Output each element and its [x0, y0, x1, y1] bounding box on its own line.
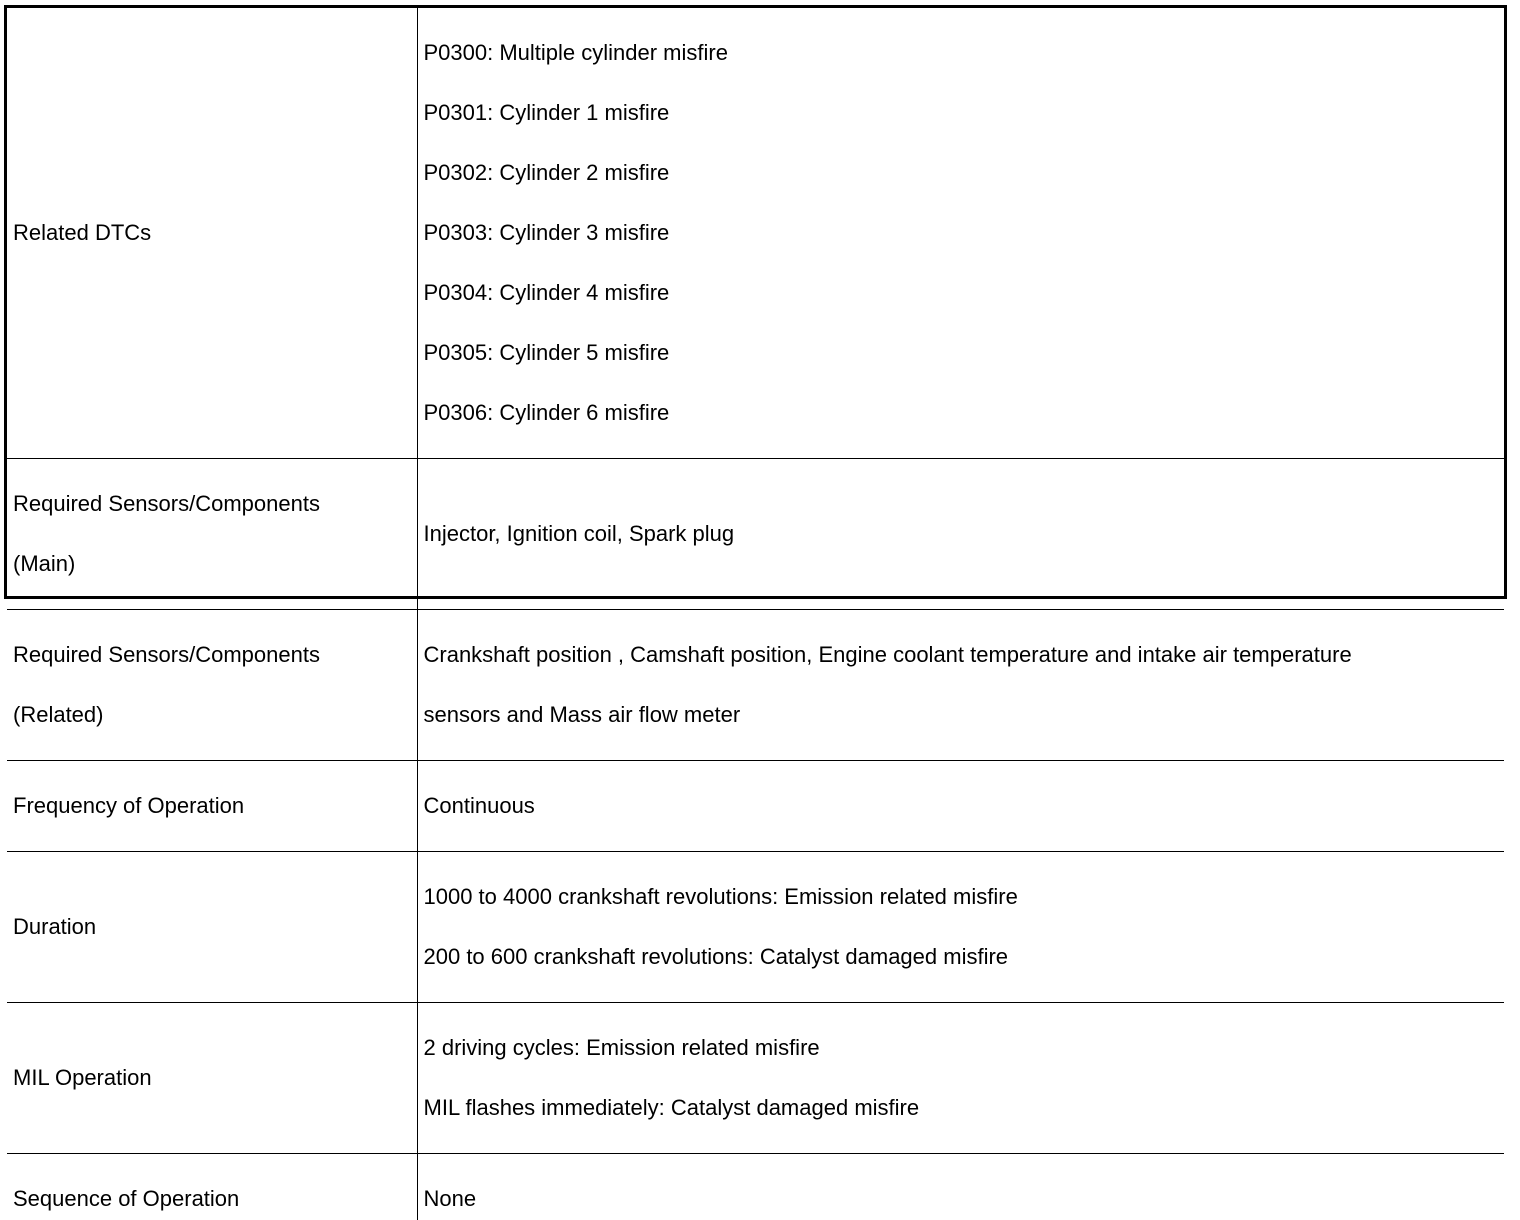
- table-row-required-related: [7, 610, 1504, 761]
- table-row-frequency: [7, 761, 1504, 852]
- row-value-sequence: [417, 1154, 1504, 1220]
- table-row-sequence: [7, 1154, 1504, 1220]
- dtc-p0300: P0300: Multiple cylinder misfire: [424, 38, 1499, 68]
- row-label-required-main-line-1: Required Sensors/Components: [13, 489, 411, 519]
- row-label-frequency: Frequency of Operation: [7, 761, 417, 852]
- row-label-duration: Duration: [7, 852, 417, 1003]
- row-label-required-main: [7, 459, 417, 610]
- row-label-required-related-line-2: (Related): [13, 700, 411, 730]
- table-row-related-dtcs: [7, 8, 1504, 459]
- row-value-duration: [417, 852, 1504, 1003]
- frequency-value: Continuous: [424, 791, 1499, 821]
- table-row-required-main: [7, 459, 1504, 610]
- row-label-related-dtcs: Related DTCs: [7, 8, 417, 459]
- dtc-p0303: P0303: Cylinder 3 misfire: [424, 218, 1499, 248]
- row-label-sequence: Sequence of Operation: [7, 1154, 417, 1220]
- duration-value-line-1: 1000 to 4000 crankshaft revolutions: Emission related misfire: [424, 882, 1499, 912]
- dtc-p0305: P0305: Cylinder 5 misfire: [424, 338, 1499, 368]
- monitor-info-table-frame: [4, 5, 1507, 599]
- row-label-required-main-line-2: (Main): [13, 549, 411, 579]
- row-label-mil-operation: MIL Operation: [7, 1003, 417, 1154]
- row-value-related-dtcs: [417, 8, 1504, 459]
- dtc-p0306: P0306: Cylinder 6 misfire: [424, 398, 1499, 428]
- dtc-p0301: P0301: Cylinder 1 misfire: [424, 98, 1499, 128]
- required-related-value-line-1: Crankshaft position , Camshaft position, Engine coolant temperature and intake air temperature: [424, 640, 1499, 670]
- row-value-frequency: [417, 761, 1504, 852]
- table-row-duration: [7, 852, 1504, 1003]
- table-row-mil-operation: [7, 1003, 1504, 1154]
- sequence-value: None: [424, 1184, 1499, 1214]
- duration-value-line-2: 200 to 600 crankshaft revolutions: Catalyst damaged misfire: [424, 942, 1499, 972]
- row-label-required-related-line-1: Required Sensors/Components: [13, 640, 411, 670]
- row-value-required-main: [417, 459, 1504, 610]
- row-value-mil-operation: [417, 1003, 1504, 1154]
- required-related-value-line-2: sensors and Mass air flow meter: [424, 700, 1499, 730]
- dtc-p0302: P0302: Cylinder 2 misfire: [424, 158, 1499, 188]
- row-value-required-related: [417, 610, 1504, 761]
- row-label-required-related: [7, 610, 417, 761]
- required-main-value: Injector, Ignition coil, Spark plug: [424, 519, 1499, 549]
- mil-operation-value-line-2: MIL flashes immediately: Catalyst damaged misfire: [424, 1093, 1499, 1123]
- mil-operation-value-line-1: 2 driving cycles: Emission related misfire: [424, 1033, 1499, 1063]
- monitor-info-table: [7, 8, 1504, 1220]
- dtc-p0304: P0304: Cylinder 4 misfire: [424, 278, 1499, 308]
